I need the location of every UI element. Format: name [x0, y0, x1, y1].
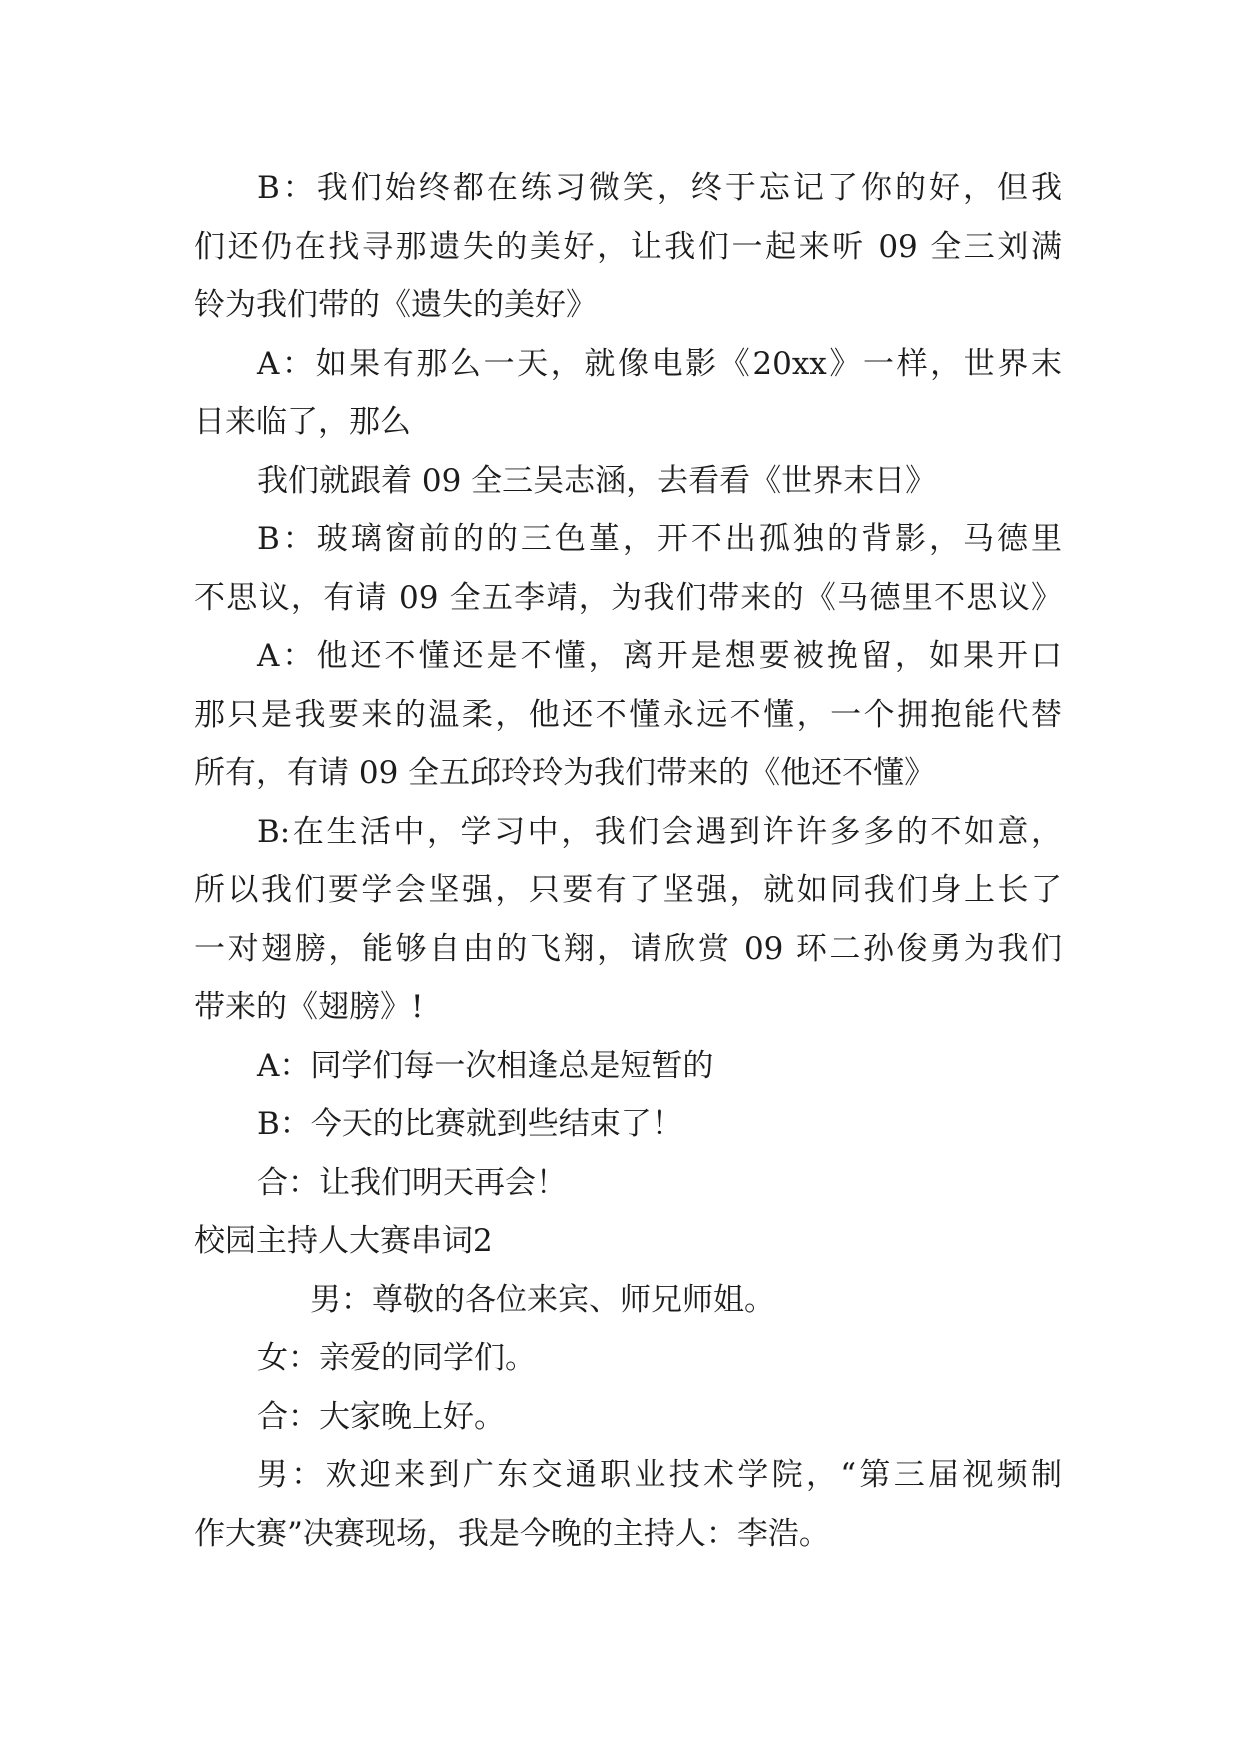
paragraph: [194, 1154, 1062, 1213]
paragraph: [194, 1388, 1062, 1447]
section-title: 校园主持人大赛串词2: [194, 1223, 493, 1259]
text-line: 所以我们要学会坚强，只要有了坚强，就如同我们身上长了: [194, 872, 1062, 908]
text-line: 一对翅膀，能够自由的飞翔，请欣赏 09 环二孙俊勇为我们: [194, 930, 1062, 967]
paragraph: [194, 1037, 1062, 1096]
document-body: [194, 159, 1062, 1563]
text-line: A：他还不懂还是不懂，离开是想要被挽留，如果开口: [257, 638, 1062, 674]
text-line: 们还仍在找寻那遗失的美好，让我们一起来听 09 全三刘满: [194, 228, 1062, 265]
text-line: B：今天的比赛就到些结束了！: [257, 1106, 683, 1142]
text-line: 日来临了，那么: [194, 404, 411, 440]
text-line: B：我们始终都在练习微笑，终于忘记了你的好，但我: [257, 170, 1062, 206]
text-line: A：如果有那么一天，就像电影《20xx》一样，世界末: [257, 345, 1062, 382]
text-line: 男：欢迎来到广东交通职业技术学院，“第三届视频制: [257, 1457, 1062, 1493]
paragraph: [194, 627, 1062, 803]
paragraph: [194, 452, 1062, 511]
paragraph: [194, 335, 1062, 452]
text-line: 铃为我们带的《遗失的美好》: [194, 287, 597, 323]
text-line: 合：让我们明天再会！: [257, 1164, 567, 1201]
text-line: 不思议，有请 09 全五李靖，为我们带来的《马德里不思议》: [194, 579, 1062, 616]
paragraph: [194, 159, 1062, 335]
text-line: 带来的《翅膀》!: [194, 989, 424, 1025]
text-line: 所有，有请 09 全五邱玲玲为我们带来的《他还不懂》: [194, 755, 936, 791]
text-line: 那只是我要来的温柔，他还不懂永远不懂，一个拥抱能代替: [194, 696, 1062, 733]
paragraph: [194, 1446, 1062, 1563]
text-line: B:在生活中，学习中，我们会遇到许许多多的不如意，: [257, 813, 1062, 850]
text-line: 合：大家晚上好。: [257, 1398, 505, 1435]
text-line: 作大赛”决赛现场，我是今晚的主持人：李浩。: [194, 1515, 830, 1552]
paragraph: [194, 510, 1062, 627]
text-line: B：玻璃窗前的的三色堇，开不出孤独的背影，马德里: [257, 521, 1062, 557]
paragraph: [194, 1271, 1062, 1330]
paragraph: [194, 803, 1062, 1037]
text-line: A：同学们每一次相逢总是短暂的: [257, 1047, 714, 1084]
paragraph: [194, 1095, 1062, 1154]
text-line: 男：尊敬的各位来宾、师兄师姐。: [310, 1281, 775, 1318]
text-line: 女：亲爱的同学们。: [257, 1340, 536, 1376]
paragraph: [194, 1329, 1062, 1388]
text-line: 我们就跟着 09 全三吴志涵，去看看《世界末日》: [257, 462, 937, 499]
